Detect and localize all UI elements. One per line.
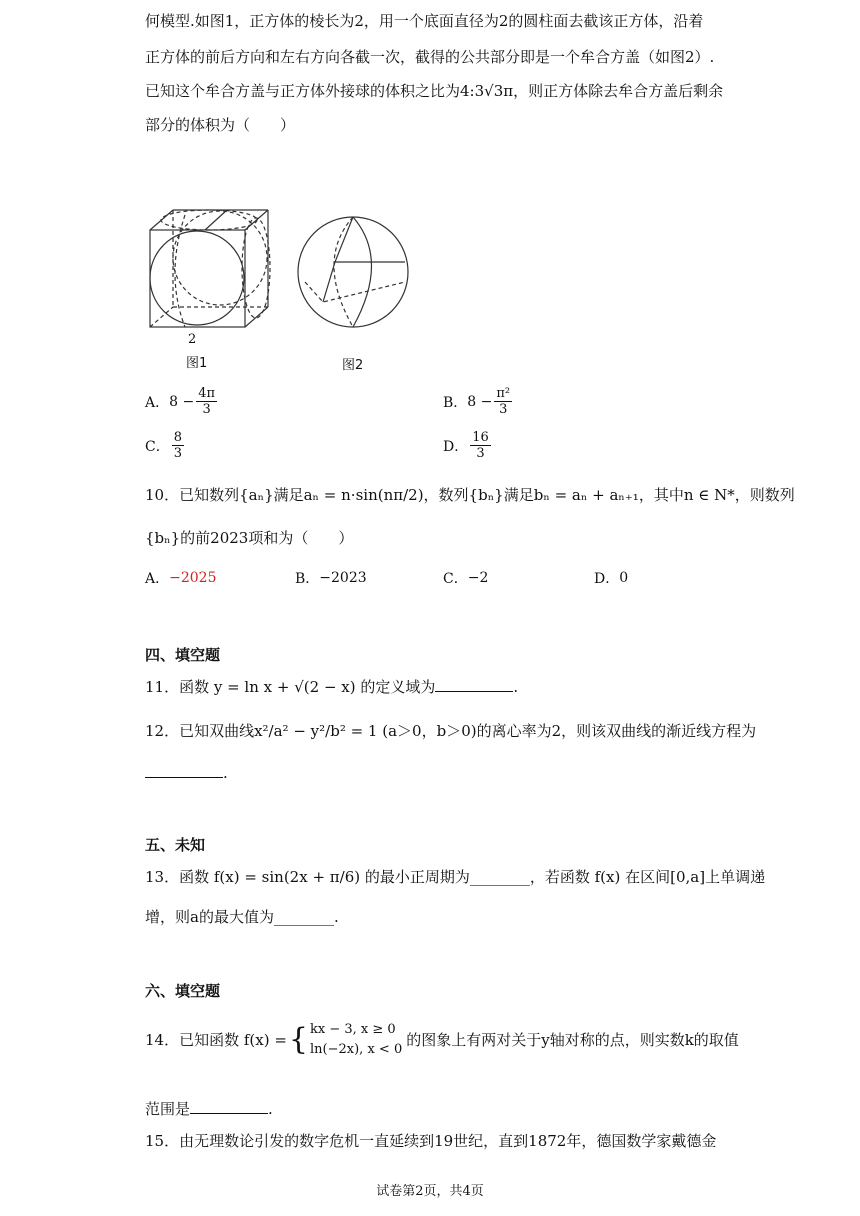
option-value: −2	[467, 570, 489, 586]
q11-answer-blank[interactable]	[435, 677, 513, 692]
q14-text-line-2: 范围是 .	[145, 1100, 273, 1118]
section-4-heading: 四、填空题	[145, 646, 221, 664]
section-6-heading: 六、填空题	[145, 982, 221, 1000]
q9-option-b[interactable]	[443, 386, 514, 417]
q9-option-d[interactable]	[443, 430, 493, 461]
q9-text-line-2: 正方体的前后方向和左右方向各截一次，截得的公共部分即是一个牟合方盖（如图2）.	[145, 48, 715, 66]
option-letter: B．	[443, 394, 468, 411]
option-value: 0	[619, 570, 629, 586]
figure-1-edge-label: 2	[188, 332, 197, 347]
q9-text-line-3: 已知这个牟合方盖与正方体外接球的体积之比为4:3√3π，则正方体除去牟合方盖后剩余	[145, 82, 724, 100]
q10-option-a[interactable]	[145, 568, 216, 588]
figure-1-cube	[145, 205, 275, 345]
option-letter: C．	[443, 571, 468, 587]
q9-option-a[interactable]	[145, 386, 219, 417]
q10-text-line-1: 10．已知数列{aₙ}满足aₙ = n·sin(nπ/2)，数列{bₙ}满足bₙ = aₙ + aₙ₊₁，其中n ∈ N*，则数列	[145, 486, 795, 504]
q12-answer-blank[interactable]	[145, 763, 223, 778]
q11-stem: 11．函数 y = ln x + √(2 − x) 的定义域为	[145, 678, 436, 696]
q14-answer-blank[interactable]	[190, 1099, 268, 1114]
q14-line-2-stem: 范围是	[145, 1100, 191, 1118]
q13-text-line-2: 增，则a的最大值为________.	[145, 908, 339, 926]
q14-case-2: ln(−2x), x < 0	[310, 1042, 403, 1057]
option-value: −2025	[169, 570, 217, 586]
figure-2-mouhefanggai	[295, 210, 415, 335]
q14-text-line-1	[145, 1020, 739, 1060]
option-fraction: $\frac{4\pi}{3}$	[198, 386, 216, 417]
q12-text-line-2: .	[145, 762, 228, 784]
q10-option-b[interactable]	[295, 568, 367, 588]
q9-text-line-4: 部分的体积为（ ）	[145, 116, 296, 134]
option-pre: 8 −	[169, 393, 195, 410]
option-letter: A．	[145, 394, 170, 411]
q14-case-1: kx − 3, x ≥ 0	[310, 1022, 396, 1037]
q9-option-c[interactable]	[145, 430, 186, 461]
option-fraction: $\frac{8}{3}$	[173, 430, 182, 461]
figure-2-caption: 图2	[342, 358, 364, 373]
q14-suffix: 的图象上有两对关于y轴对称的点，则实数k的取值	[406, 1031, 739, 1049]
option-fraction: $\frac{\text{π²}}{3}$	[496, 386, 511, 417]
option-pre: 8 −	[467, 393, 493, 410]
section-5-heading: 五、未知	[145, 836, 206, 854]
option-letter: A．	[145, 571, 170, 587]
q12-text-line-1: 12．已知双曲线x²/a² − y²/b² = 1 (a＞0，b＞0)的离心率为2，则该双曲线的渐近线方程为	[145, 722, 757, 740]
option-letter: B．	[295, 571, 320, 587]
q14-piecewise	[310, 1020, 402, 1060]
q10-option-c[interactable]	[443, 568, 488, 588]
figure-1-caption: 图1	[186, 356, 208, 371]
q11-text: 11．函数 y = ln x + √(2 − x) 的定义域为 .	[145, 678, 519, 696]
option-value: −2023	[319, 570, 367, 586]
q10-text-line-2: {bₙ}的前2023项和为（ ）	[145, 529, 354, 547]
q14-piecewise-brace: {	[288, 1022, 309, 1057]
q14-prefix: 14．已知函数 f(x) =	[145, 1031, 287, 1049]
option-letter: C．	[145, 438, 170, 455]
option-letter: D．	[594, 571, 620, 587]
q10-option-d[interactable]	[594, 568, 628, 588]
q15-text-line-1: 15．由无理数论引发的数字危机一直延续到19世纪，直到1872年，德国数学家戴德金	[145, 1132, 717, 1150]
q9-text-line-1: 何模型.如图1，正方体的棱长为2，用一个底面直径为2的圆柱面去截该正方体，沿着	[145, 12, 704, 30]
q13-text-line-1: 13．函数 f(x) = sin(2x + π/6) 的最小正周期为________，若函数 f(x) 在区间[0,a]上单调递	[145, 868, 766, 886]
option-fraction: $\frac{16}{3}$	[472, 430, 489, 461]
option-letter: D．	[443, 438, 469, 455]
page-footer: 试卷第2页，共4页	[376, 1184, 484, 1199]
